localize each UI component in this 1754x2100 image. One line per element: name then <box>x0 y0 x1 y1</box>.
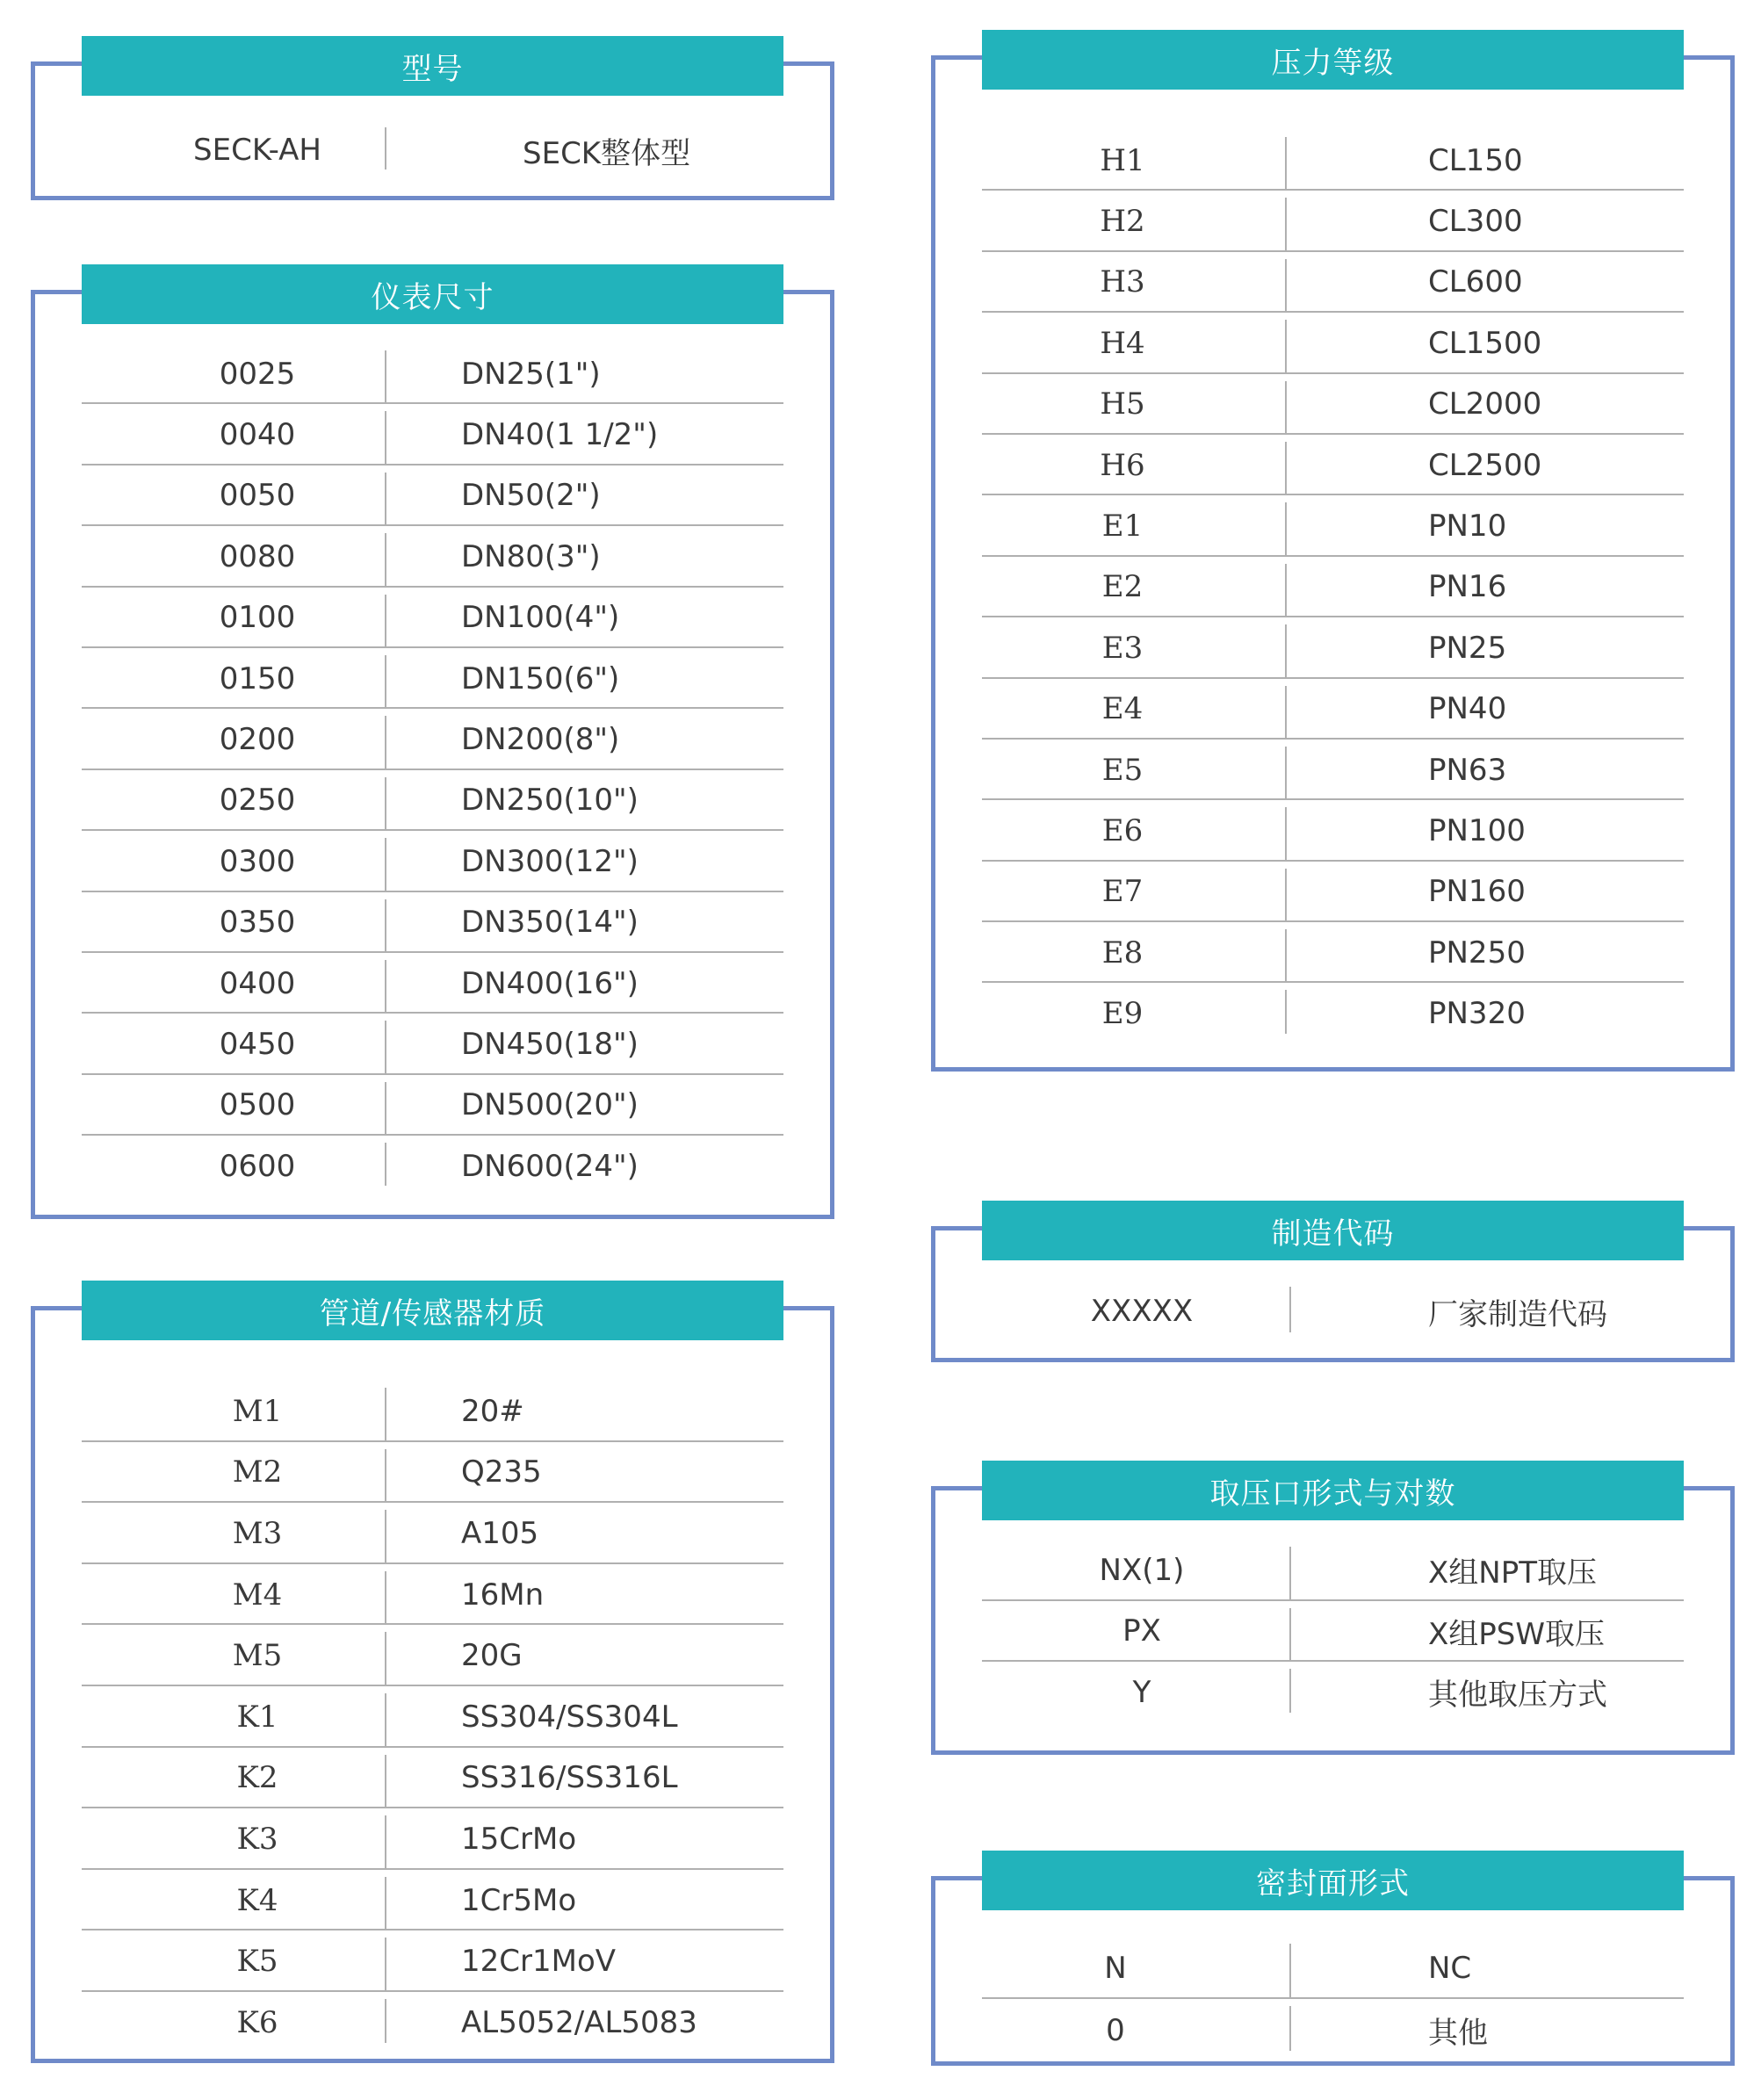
code-cell: K1 <box>236 1699 278 1735</box>
table-row <box>82 1625 783 1686</box>
value-cell: SS316/SS316L <box>461 1760 678 1796</box>
tap-header: 取压口形式与对数 <box>982 1461 1684 1520</box>
table-row <box>82 343 783 404</box>
value-cell: DN40(1 1/2") <box>461 417 659 453</box>
column-divider <box>1289 1547 1291 1601</box>
table-row <box>982 800 1684 861</box>
table-row <box>82 1748 783 1809</box>
code-cell: K6 <box>236 2004 278 2040</box>
table-row <box>982 130 1684 191</box>
code-cell: K5 <box>236 1944 278 1980</box>
table-row <box>982 679 1684 740</box>
tap-table <box>982 1540 1684 1723</box>
value-cell: X组NPT取压 <box>1428 1555 1597 1591</box>
table-row <box>982 1937 1684 1999</box>
code-cell: M3 <box>232 1515 283 1551</box>
table-row <box>82 1136 783 1196</box>
code-cell: K3 <box>236 1821 278 1857</box>
seal-section <box>931 1865 1735 2066</box>
table-row <box>82 1992 783 2053</box>
column-divider <box>1285 624 1287 678</box>
value-cell: A105 <box>461 1515 539 1551</box>
code-cell: M2 <box>232 1454 283 1490</box>
table-row <box>82 648 783 709</box>
table-row <box>82 1075 783 1136</box>
code-cell: 0200 <box>219 722 296 758</box>
code-cell: M4 <box>232 1577 283 1613</box>
table-row <box>982 740 1684 800</box>
column-divider <box>1285 137 1287 191</box>
code-cell: 0150 <box>219 660 296 696</box>
column-divider <box>1285 442 1287 495</box>
code-cell: 0450 <box>219 1026 296 1062</box>
code-cell: Y <box>1132 1674 1151 1710</box>
table-row <box>82 1503 783 1564</box>
value-cell: DN450(18") <box>461 1026 639 1062</box>
value-cell: DN350(14") <box>461 905 639 941</box>
column-divider <box>1285 502 1287 556</box>
value-cell: 其他取压方式 <box>1428 1678 1607 1714</box>
table-row <box>82 1870 783 1931</box>
code-cell: 0300 <box>219 843 296 879</box>
table-row <box>982 617 1684 678</box>
value-cell: 20# <box>461 1393 524 1429</box>
value-cell: SECK整体型 <box>523 135 691 171</box>
code-cell: M5 <box>232 1638 283 1674</box>
code-cell: E7 <box>1101 874 1144 910</box>
code-cell: NX(1) <box>1099 1552 1185 1588</box>
table-row <box>982 1662 1684 1723</box>
model-section <box>31 51 834 200</box>
code-cell: E9 <box>1101 996 1144 1032</box>
value-cell: DN600(24") <box>461 1148 639 1184</box>
code-cell: E8 <box>1101 935 1144 971</box>
code-cell: K4 <box>236 1882 278 1918</box>
seal-table <box>982 1937 1684 2061</box>
value-cell: DN150(6") <box>461 660 620 696</box>
column-divider <box>1285 990 1287 1033</box>
column-divider <box>1289 2006 1291 2051</box>
value-cell: PN40 <box>1428 691 1507 727</box>
model-table <box>82 120 783 180</box>
code-cell: 0400 <box>219 965 296 1001</box>
code-cell: M1 <box>232 1393 283 1429</box>
table-row <box>82 1808 783 1870</box>
tap-section <box>931 1476 1735 1755</box>
table-row <box>982 1601 1684 1663</box>
table-row <box>982 495 1684 556</box>
code-cell: PX <box>1122 1613 1161 1649</box>
code-cell: H2 <box>1100 204 1145 240</box>
code-cell: H1 <box>1100 142 1145 178</box>
table-row <box>82 526 783 587</box>
value-cell: PN63 <box>1428 752 1507 788</box>
code-cell: 0025 <box>219 356 296 392</box>
value-cell: NC <box>1428 1950 1472 1986</box>
table-row <box>982 435 1684 495</box>
seal-header: 密封面形式 <box>982 1851 1684 1910</box>
meter-size-table <box>82 343 783 1196</box>
table-row <box>982 922 1684 983</box>
table-row <box>982 862 1684 922</box>
table-row <box>982 252 1684 313</box>
table-row <box>82 465 783 526</box>
value-cell: PN320 <box>1428 996 1526 1032</box>
table-row <box>82 1564 783 1626</box>
column-divider <box>1289 1287 1291 1332</box>
material-section <box>31 1295 834 2063</box>
code-cell: 0500 <box>219 1087 296 1123</box>
column-divider <box>1285 747 1287 800</box>
column-divider <box>1285 381 1287 435</box>
code-cell: 0350 <box>219 905 296 941</box>
meter-size-section <box>31 279 834 1219</box>
table-row <box>82 953 783 1014</box>
code-cell: H5 <box>1100 386 1145 422</box>
code-cell: K2 <box>236 1760 278 1796</box>
value-cell: 厂家制造代码 <box>1428 1296 1607 1332</box>
value-cell: CL2500 <box>1428 447 1542 483</box>
table-row <box>82 1442 783 1504</box>
table-row <box>82 892 783 953</box>
code-cell: 0100 <box>219 600 296 636</box>
column-divider <box>1285 807 1287 861</box>
code-cell: N <box>1104 1950 1127 1986</box>
value-cell: 15CrMo <box>461 1821 577 1857</box>
pressure-header: 压力等级 <box>982 30 1684 90</box>
column-divider <box>1285 686 1287 740</box>
code-cell: 0 <box>1106 2012 1125 2048</box>
value-cell: CL300 <box>1428 204 1523 240</box>
value-cell: DN100(4") <box>461 600 620 636</box>
code-cell: SECK-AH <box>193 133 321 168</box>
value-cell: SS304/SS304L <box>461 1699 678 1735</box>
value-cell: 20G <box>461 1638 523 1674</box>
code-cell: H4 <box>1100 325 1145 361</box>
value-cell: DN400(16") <box>461 965 639 1001</box>
code-cell: 0040 <box>219 417 296 453</box>
value-cell: 其他 <box>1428 2016 1488 2051</box>
table-row <box>82 588 783 648</box>
code-cell: 0050 <box>219 478 296 514</box>
value-cell: DN50(2") <box>461 478 601 514</box>
table-row <box>82 1686 783 1748</box>
table-row <box>982 374 1684 435</box>
column-divider <box>1285 929 1287 983</box>
code-cell: 0600 <box>219 1148 296 1184</box>
table-row <box>82 770 783 831</box>
table-row <box>982 313 1684 373</box>
code-cell: 0080 <box>219 538 296 574</box>
material-table <box>82 1381 783 2053</box>
code-cell: E3 <box>1101 630 1144 666</box>
value-cell: DN250(10") <box>461 783 639 819</box>
table-row <box>82 120 783 180</box>
table-row <box>982 983 1684 1043</box>
code-cell: H3 <box>1100 264 1145 300</box>
mfg-code-table <box>982 1280 1684 1343</box>
code-cell: E5 <box>1101 752 1144 788</box>
value-cell: DN25(1") <box>461 356 601 392</box>
table-row <box>82 1014 783 1074</box>
value-cell: X组PSW取压 <box>1428 1616 1605 1652</box>
value-cell: AL5052/AL5083 <box>461 2004 697 2040</box>
value-cell: PN25 <box>1428 630 1507 666</box>
table-row <box>82 1381 783 1442</box>
mfg-code-header: 制造代码 <box>982 1201 1684 1260</box>
meter-size-header: 仪表尺寸 <box>82 264 783 324</box>
value-cell: PN250 <box>1428 935 1526 971</box>
value-cell: CL600 <box>1428 264 1523 300</box>
code-cell: E1 <box>1101 509 1144 545</box>
table-row <box>82 404 783 465</box>
value-cell: DN300(12") <box>461 843 639 879</box>
column-divider <box>1285 869 1287 922</box>
code-cell: E2 <box>1101 569 1144 605</box>
model-header: 型号 <box>82 36 783 96</box>
value-cell: PN100 <box>1428 812 1526 848</box>
value-cell: 1Cr5Mo <box>461 1882 577 1918</box>
material-header: 管道/传感器材质 <box>82 1281 783 1340</box>
column-divider <box>1289 1608 1291 1663</box>
value-cell: CL150 <box>1428 142 1523 178</box>
table-row <box>982 1540 1684 1601</box>
value-cell: DN500(20") <box>461 1087 639 1123</box>
table-row <box>982 557 1684 617</box>
column-divider <box>1289 1669 1291 1713</box>
pressure-section <box>931 45 1735 1072</box>
value-cell: PN16 <box>1428 569 1507 605</box>
column-divider <box>1285 320 1287 373</box>
value-cell: DN200(8") <box>461 722 620 758</box>
value-cell: DN80(3") <box>461 538 601 574</box>
value-cell: CL2000 <box>1428 386 1542 422</box>
code-cell: H6 <box>1100 447 1145 483</box>
value-cell: Q235 <box>461 1454 542 1490</box>
table-row <box>982 1280 1684 1343</box>
value-cell: 16Mn <box>461 1577 545 1613</box>
code-cell: E6 <box>1101 812 1144 848</box>
column-divider <box>1285 198 1287 251</box>
table-row <box>82 831 783 891</box>
column-divider <box>1285 564 1287 617</box>
value-cell: CL1500 <box>1428 325 1542 361</box>
column-divider <box>1285 259 1287 313</box>
column-divider <box>1289 1944 1291 1999</box>
mfg-code-section <box>931 1216 1735 1362</box>
table-row <box>982 1999 1684 2061</box>
table-row <box>82 1930 783 1992</box>
value-cell: PN10 <box>1428 509 1507 545</box>
code-cell: E4 <box>1101 691 1144 727</box>
value-cell: 12Cr1MoV <box>461 1944 617 1980</box>
code-cell: 0250 <box>219 783 296 819</box>
table-row <box>82 709 783 769</box>
table-row <box>982 191 1684 251</box>
code-cell: XXXXX <box>1090 1294 1194 1329</box>
value-cell: PN160 <box>1428 874 1526 910</box>
pressure-table <box>982 130 1684 1044</box>
